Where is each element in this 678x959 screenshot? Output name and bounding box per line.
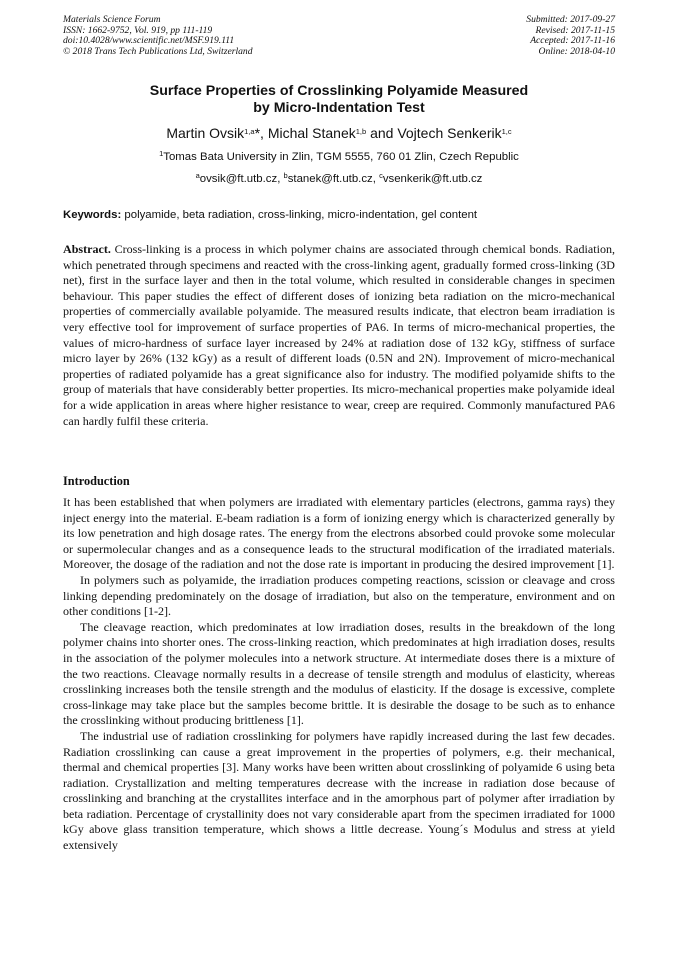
title-line-1: Surface Properties of Crosslinking Polyamide Measured	[149, 83, 529, 99]
keywords-text: polyamide, beta radiation, cross-linking, micro-indentation, gel content	[121, 209, 478, 221]
accepted-date: Accepted: 2017-11-16	[530, 35, 615, 47]
section-heading-introduction: Introduction	[63, 474, 130, 488]
title-line-2: by Micro-Indentation Test	[253, 100, 425, 116]
email-address: vsenkerik@ft.utb.cz	[382, 173, 483, 185]
journal-issn: ISSN: 1662-9752, Vol. 919, pp 111-119	[63, 24, 213, 36]
email-mark: c	[379, 171, 383, 180]
email-mark: b	[283, 171, 288, 180]
keywords	[63, 208, 615, 222]
author-separator: ,	[260, 125, 268, 141]
journal-doi: doi:10.4028/www.scientific.net/MSF.919.111	[63, 35, 235, 47]
intro-paragraph: In polymers such as polyamide, the irradiation produces competing reactions, scission or cleavage and cross linking depending predominately on the dosage of irradiation, but also on the temperature, environment and on other conditions [1-2].	[63, 572, 615, 619]
online-date: Online: 2018-04-10	[538, 45, 615, 57]
email-address: ovsik@ft.utb.cz	[199, 173, 278, 185]
author-emails	[63, 172, 615, 186]
corresponding-author-mark: *	[254, 125, 261, 141]
introduction-body	[63, 495, 615, 854]
journal-copyright: © 2018 Trans Tech Publications Ltd, Switzerland	[63, 45, 253, 57]
affiliation-mark: 1	[159, 149, 164, 158]
journal-name: Materials Science Forum	[63, 14, 161, 25]
author-name: Michal Stanek	[267, 125, 356, 141]
email-separator: ,	[277, 173, 284, 185]
revised-date: Revised: 2017-11-15	[535, 24, 615, 36]
author-name: Martin Ovsik	[166, 125, 245, 141]
email-address: stanek@ft.utb.cz	[287, 173, 373, 185]
author-affiliation-mark: 1,c	[501, 127, 512, 136]
affiliation	[63, 150, 615, 164]
abstract-label: Abstract.	[63, 242, 111, 256]
abstract	[63, 242, 615, 429]
intro-paragraph: The industrial use of radiation crosslinking for polymers have rapidly increased during the last few decades. Radiation crosslinking can cause a great improvement in the properties of polymers, e.g. their mechanical, thermal and chemical properties [3]. Many works have been written about crosslinking of polyamide 6 using beta radiation. Crystallization and melting temperatures decrease with the increase in radiation dose because of crosslinking and branching at the crystallites interface and in the amorphous part of polymer after irradiation by beta radiation. Percentage of crystallinity does not vary considerable apart from the specimen irradiated for 1000 kGy above glass transition temperature, which shows a little decrease. Young´s Modulus and stress at yield extensively	[63, 728, 615, 853]
email-separator: ,	[372, 173, 380, 185]
author-affiliation-mark: 1,b	[355, 127, 367, 136]
paper-title	[63, 83, 615, 117]
author-list	[63, 125, 615, 142]
abstract-text: Cross-linking is a process in which polymer chains are associated through chemical bonds. Radiation, which penetrated through specimens and reacted with the cross-linking agent, gradually formed cross-linking (3D net), first in the surface layer and then in the total volume, which resulted in considerable changes in specimen behaviour. This paper studies the effect of different doses of ionizing beta radiation on the micro-mechanical properties of commercially available polyamide. The measured results indicate, that electron beam irradiation is very effective tool for improvement of surface properties of PA6. In terms of micro-mechanical properties, the values of micro-hardness of surface layer increased by 24% at radiation dose of 132 kGy, stiffness of surface micro layer by 26% (132 kGy) as a result of different loads (0.5N and 2N). Improvement of micro-mechanical properties of radiated polyamide has a great significance also for industry. The modified polyamide shifts to the group of materials that have considerably better properties. Its micro-mechanical properties make polyamide ideal for a wide application in areas where higher resistance to wear, creep are required. Commonly manufactured PA6 can hardly fulfil these criteria.	[63, 242, 615, 428]
intro-paragraph: The cleavage reaction, which predominates at low irradiation doses, results in the breakdown of the long polymer chains into shorter ones. The cross-linking reaction, which predominates at high irradiation doses, results in the association of the polymer molecules into a network structure. At intermediate doses there is a mixture of the two reactions. Cleavage normally results in a decrease of tensile strength and modulus of elasticity, whereas crosslinking increases both the tensile strength and the modulus of elasticity. If the dosage is excessive, complete cross-linkage may take place but the samples become brittle. It is desirable the dosage to be such as to enhance the crosslinking without producing brittleness [1].	[63, 619, 615, 728]
author-separator: and	[366, 125, 398, 141]
intro-paragraph: It has been established that when polymers are irradiated with elementary particles (electrons, gamma rays) they inject energy into the material. E-beam radiation is a form of ionizing energy which is characterized generally by its low penetration and high dosage rates. The energy from the electrons absorbed could provoke some molecular or supermolecular changes and as a consequence leads to the structural modification of the irradiated materials. Moreover, the dosage of the radiation and not the dose rate is important in producing the desired improvement [1].	[63, 495, 615, 572]
keywords-label: Keywords:	[63, 209, 122, 221]
author-affiliation-mark: 1,a	[244, 127, 255, 136]
journal-header-left	[63, 15, 253, 57]
journal-header-right	[526, 15, 615, 57]
email-mark: a	[195, 171, 200, 180]
author-name: Vojtech Senkerik	[397, 125, 502, 141]
submitted-date: Submitted: 2017-09-27	[526, 14, 615, 25]
affiliation-text: Tomas Bata University in Zlin, TGM 5555, 760 01 Zlin, Czech Republic	[163, 151, 519, 163]
